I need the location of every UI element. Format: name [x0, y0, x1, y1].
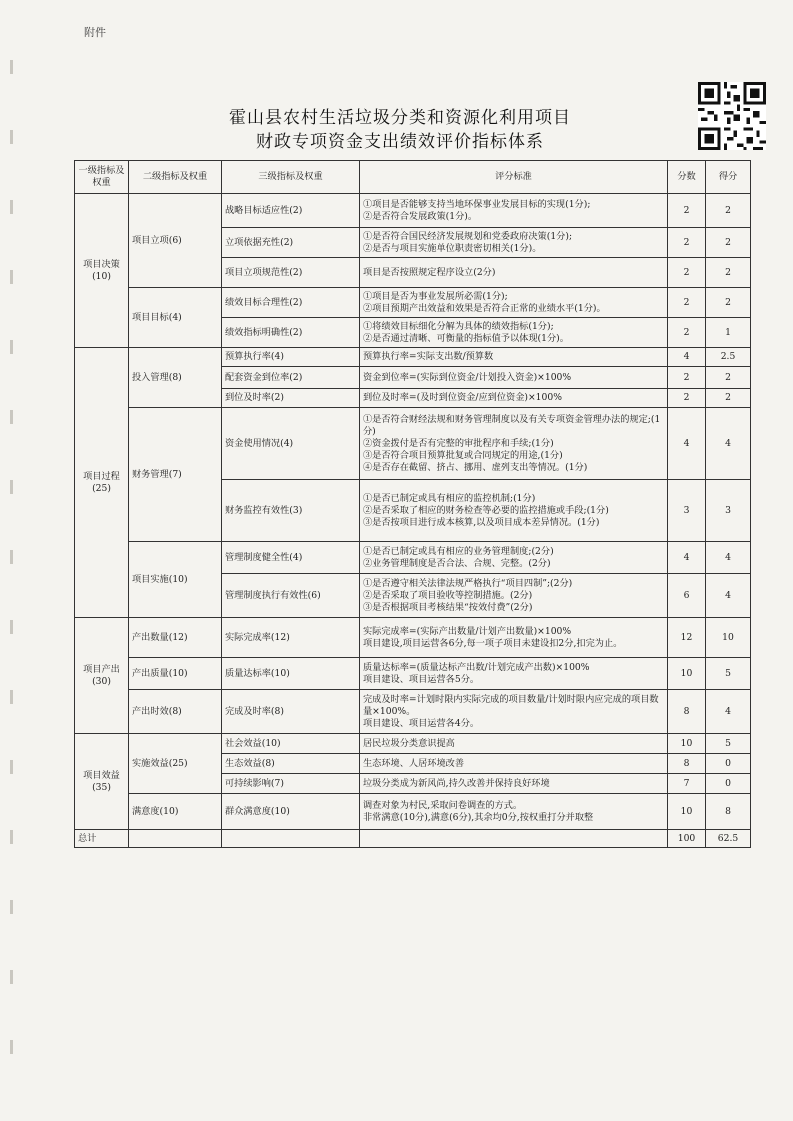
subgroup-label: 产出质量(10)	[129, 658, 222, 690]
criteria-line: ①项目是否能够支持当地环保事业发展目标的实现(1分);	[363, 198, 591, 210]
got-cell: 5	[706, 734, 751, 754]
criteria-line: ①项目是否为事业发展所必需(1分);	[363, 290, 508, 302]
score-cell: 2	[668, 367, 706, 389]
subgroup-label: 财务管理(7)	[129, 408, 222, 542]
level3-label: 配套资金到位率(2)	[222, 367, 360, 389]
group-label: 项目产出(30)	[75, 618, 129, 734]
criteria-cell	[360, 754, 668, 774]
score-cell: 3	[668, 480, 706, 542]
got-cell: 4	[706, 690, 751, 734]
level3-label: 绩效目标合理性(2)	[222, 288, 360, 318]
table-row	[75, 542, 751, 574]
criteria-cell	[360, 348, 668, 367]
criteria-cell	[360, 288, 668, 318]
criteria-line: 项目建设、项目运营各4分。	[363, 717, 480, 729]
header-got: 得分	[706, 161, 751, 194]
table-row	[75, 408, 751, 480]
criteria-line: ③是否按项目进行成本核算,以及项目成本差异情况。(1分)	[363, 516, 600, 528]
binding-marks	[10, 60, 14, 1100]
title-line-1: 霍山县农村生活垃圾分类和资源化利用项目	[229, 108, 571, 128]
got-cell: 2	[706, 288, 751, 318]
level3-label: 群众满意度(10)	[222, 794, 360, 830]
criteria-line: ①是否符合国民经济发展规划和党委政府决策(1分);	[363, 230, 573, 242]
got-cell: 0	[706, 774, 751, 794]
criteria-line: ②是否与项目实施单位职责密切相关(1分)。	[363, 242, 542, 254]
header-level2: 二级指标及权重	[129, 161, 222, 194]
score-cell: 2	[668, 318, 706, 348]
level3-label: 立项依据充性(2)	[222, 228, 360, 258]
criteria-line: 到位及时率=(及时到位资金/应到位资金)×100%	[363, 392, 562, 403]
criteria-cell	[360, 318, 668, 348]
indicator-table	[74, 160, 751, 848]
attachment-label: 附件	[84, 26, 106, 39]
criteria-cell	[360, 228, 668, 258]
got-cell: 8	[706, 794, 751, 830]
got-cell: 10	[706, 618, 751, 658]
criteria-line: 项目建设,项目运营各6分,每一项子项目未建设扣2分,扣完为止。	[363, 637, 623, 649]
subgroup-label: 实施效益(25)	[129, 734, 222, 794]
criteria-line: 质量达标率=(质量达标产出数/计划完成产出数)×100%	[363, 661, 590, 673]
score-cell: 2	[668, 389, 706, 408]
criteria-line: 生态环境、人居环境改善	[363, 757, 465, 769]
level3-label: 到位及时率(2)	[222, 389, 360, 408]
got-cell: 2	[706, 258, 751, 288]
criteria-line: ①将绩效目标细化分解为具体的绩效指标(1分);	[363, 320, 554, 332]
criteria-cell	[360, 774, 668, 794]
score-cell: 2	[668, 258, 706, 288]
criteria-line: 项目建设、项目运营各5分。	[363, 673, 480, 685]
criteria-line: ②是否符合发展政策(1分)。	[363, 210, 478, 222]
criteria-cell	[360, 618, 668, 658]
got-cell: 5	[706, 658, 751, 690]
got-cell: 4	[706, 574, 751, 618]
criteria-line: ①是否已制定或具有相应的业务管理制度;(2分)	[363, 545, 554, 557]
level3-label: 资金使用情况(4)	[222, 408, 360, 480]
criteria-line: ②是否采取了相应的财务检查等必要的监控措施或手段;(1分)	[363, 504, 609, 516]
level3-label: 社会效益(10)	[222, 734, 360, 754]
empty-cell	[129, 830, 222, 848]
criteria-line: 居民垃圾分类意识提高	[363, 737, 455, 749]
group-label: 项目效益(35)	[75, 734, 129, 830]
score-cell: 2	[668, 194, 706, 228]
header-criteria: 评分标准	[360, 161, 668, 194]
table-row	[75, 618, 751, 658]
level3-label: 预算执行率(4)	[222, 348, 360, 367]
criteria-cell	[360, 194, 668, 228]
level3-label: 生态效益(8)	[222, 754, 360, 774]
table-row	[75, 288, 751, 318]
level3-label: 项目立项规范性(2)	[222, 258, 360, 288]
score-cell: 4	[668, 348, 706, 367]
score-cell: 10	[668, 658, 706, 690]
criteria-cell	[360, 367, 668, 389]
criteria-line: ②是否通过清晰、可衡量的指标值予以体现(1分)。	[363, 332, 569, 344]
criteria-cell	[360, 258, 668, 288]
total-got: 62.5	[706, 830, 751, 848]
got-cell: 2	[706, 194, 751, 228]
criteria-cell	[360, 480, 668, 542]
subgroup-label: 满意度(10)	[129, 794, 222, 830]
empty-cell	[222, 830, 360, 848]
criteria-cell	[360, 658, 668, 690]
criteria-line: ①是否符合财经法规和财务管理制度以及有关专项资金管理办法的规定;(1分)	[363, 413, 661, 437]
subgroup-label: 产出数量(12)	[129, 618, 222, 658]
level3-label: 可持续影响(7)	[222, 774, 360, 794]
header-level3: 三级指标及权重	[222, 161, 360, 194]
criteria-line: 资金到位率=(实际到位资金/计划投入资金)×100%	[363, 371, 572, 383]
criteria-cell	[360, 734, 668, 754]
score-cell: 2	[668, 288, 706, 318]
got-cell: 1	[706, 318, 751, 348]
got-cell: 0	[706, 754, 751, 774]
criteria-line: 非常满意(10分),满意(6分),其余均0分,按权重打分并取整	[363, 811, 594, 823]
total-label: 总计	[75, 830, 129, 848]
level3-label: 管理制度健全性(4)	[222, 542, 360, 574]
table-row	[75, 194, 751, 228]
score-cell: 10	[668, 734, 706, 754]
criteria-line: ②项目预期产出效益和效果是否符合正常的业绩水平(1分)。	[363, 302, 606, 314]
level3-label: 质量达标率(10)	[222, 658, 360, 690]
header-score: 分数	[668, 161, 706, 194]
header-level1: 一级指标及权重	[75, 161, 129, 194]
score-cell: 4	[668, 542, 706, 574]
qr-code-icon	[698, 82, 766, 150]
document-title	[150, 106, 650, 154]
subgroup-label: 项目立项(6)	[129, 194, 222, 288]
got-cell: 2	[706, 228, 751, 258]
criteria-line: ④是否存在截留、挤占、挪用、虚列支出等情况。(1分)	[363, 461, 588, 473]
level3-label: 绩效指标明确性(2)	[222, 318, 360, 348]
level3-label: 管理制度执行有效性(6)	[222, 574, 360, 618]
group-label: 项目过程(25)	[75, 348, 129, 618]
level3-label: 财务监控有效性(3)	[222, 480, 360, 542]
got-cell: 4	[706, 542, 751, 574]
title-line-2: 财政专项资金支出绩效评价指标体系	[256, 132, 544, 152]
criteria-line: ②业务管理制度是否合法、合规、完整。(2分)	[363, 557, 551, 569]
criteria-cell	[360, 574, 668, 618]
criteria-line: ③是否符合项目预算批复或合同规定的用途,(1分)	[363, 449, 563, 461]
got-cell: 3	[706, 480, 751, 542]
total-score: 100	[668, 830, 706, 848]
table-row	[75, 690, 751, 734]
got-cell: 2	[706, 367, 751, 389]
table-row	[75, 734, 751, 754]
criteria-cell	[360, 542, 668, 574]
criteria-line: 调查对象为村民,采取问卷调查的方式。	[363, 799, 523, 811]
total-row	[75, 830, 751, 848]
criteria-line: 完成及时率=计划时限内实际完成的项目数量/计划时限内应完成的项目数量×100%。	[363, 693, 659, 717]
group-label: 项目决策(10)	[75, 194, 129, 348]
subgroup-label: 项目实施(10)	[129, 542, 222, 618]
criteria-cell	[360, 794, 668, 830]
score-cell: 4	[668, 408, 706, 480]
subgroup-label: 项目目标(4)	[129, 288, 222, 348]
score-cell: 8	[668, 754, 706, 774]
subgroup-label: 投入管理(8)	[129, 348, 222, 408]
level3-label: 完成及时率(8)	[222, 690, 360, 734]
score-cell: 12	[668, 618, 706, 658]
criteria-line: ③是否根据项目考核结果“按效付费”(2分)	[363, 601, 533, 613]
score-cell: 10	[668, 794, 706, 830]
score-cell: 6	[668, 574, 706, 618]
got-cell: 2.5	[706, 348, 751, 367]
got-cell: 2	[706, 389, 751, 408]
criteria-line: ①是否已制定或具有相应的监控机制;(1分)	[363, 492, 536, 504]
table-row	[75, 658, 751, 690]
criteria-cell	[360, 408, 668, 480]
empty-cell	[360, 830, 668, 848]
table-row	[75, 794, 751, 830]
table-header-row	[75, 161, 751, 194]
criteria-cell	[360, 690, 668, 734]
criteria-line: ②资金拨付是否有完整的审批程序和手续;(1分)	[363, 437, 554, 449]
score-cell: 8	[668, 690, 706, 734]
criteria-line: ②是否采取了项目验收等控制措施。(2分)	[363, 589, 533, 601]
criteria-line: 预算执行率=实际支出数/预算数	[363, 351, 494, 362]
score-cell: 2	[668, 228, 706, 258]
criteria-line: 实际完成率=(实际产出数量/计划产出数量)×100%	[363, 625, 572, 637]
criteria-line: 垃圾分类成为新风尚,持久改善并保持良好环境	[363, 777, 550, 789]
table-row	[75, 348, 751, 367]
criteria-line: ①是否遵守相关法律法规严格执行“项目四制”;(2分)	[363, 577, 573, 589]
criteria-line: 项目是否按照规定程序设立(2分)	[363, 266, 496, 278]
criteria-cell	[360, 389, 668, 408]
subgroup-label: 产出时效(8)	[129, 690, 222, 734]
level3-label: 实际完成率(12)	[222, 618, 360, 658]
got-cell: 4	[706, 408, 751, 480]
score-cell: 7	[668, 774, 706, 794]
level3-label: 战略目标适应性(2)	[222, 194, 360, 228]
